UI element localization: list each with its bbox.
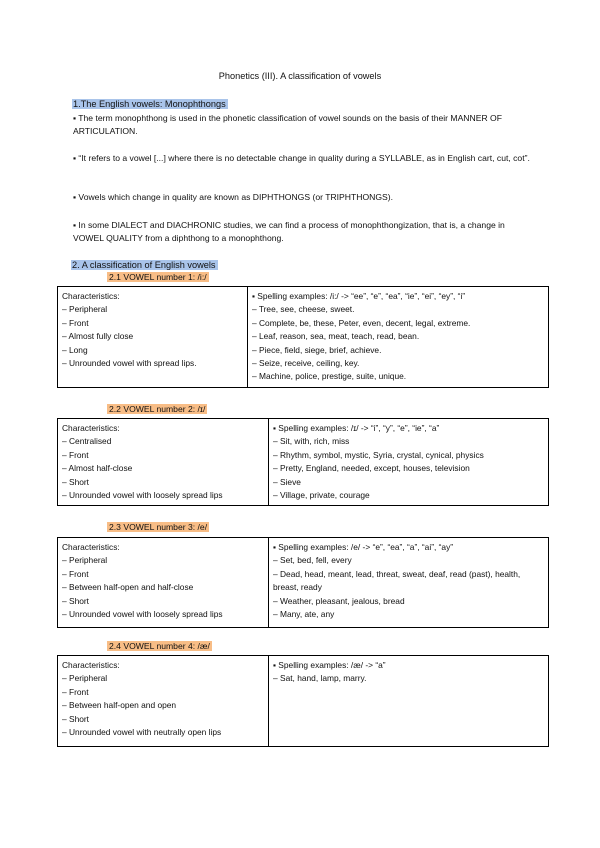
characteristics-line: – Unrounded vowel with spread lips. [62,358,197,369]
characteristics-line: Characteristics: [62,291,120,301]
spelling-line: – Rhythm, symbol, mystic, Syria, crystal, cynical, physics [273,449,484,460]
spelling-line: ▪ Spelling examples: /ɪ/ -> “i”, “y”, “e”, “ie”, “a” [273,423,440,433]
spelling-line: – Dead, head, meant, lead, threat, sweat, deaf, read (past), health, breast, ready [273,568,521,593]
characteristics-line: – Short [62,476,90,487]
vowel-4-spelling [269,656,548,746]
vowel-3-label: 2.3 VOWEL number 3: /e/ [109,522,208,532]
characteristics-line: – Unrounded vowel with neutrally open lips [62,727,222,738]
characteristics-line: – Peripheral [62,673,108,684]
characteristics-line: – Between half-open and half-close [62,582,194,593]
characteristics-line: – Peripheral [62,555,108,566]
spelling-line: – Pretty, England, needed, except, houses, television [273,463,470,474]
vowel-2-label: 2.2 VOWEL number 2: /ɪ/ [109,404,206,414]
characteristics-line: – Short [62,713,90,724]
characteristics-line: – Unrounded vowel with loosely spread lips [62,609,223,620]
spelling-line: – Sit, with, rich, miss [273,436,350,447]
characteristics-line: – Almost fully close [62,331,134,342]
spelling-line: ▪ Spelling examples: /e/ -> “e”, “ea”, “a”, “ai”, “ay” [273,542,454,552]
vowel-2-spelling [269,419,548,505]
characteristics-line: – Centralised [62,436,112,447]
section1-heading: 1.The English vowels: Monophthongs [73,99,226,109]
section2-heading: 2. A classification of English vowels [72,260,216,270]
characteristics-line: Characteristics: [62,542,120,552]
spelling-line: – Machine, police, prestige, suite, unique. [252,371,407,382]
spelling-line: – Tree, see, cheese, sweet. [252,304,355,315]
spelling-line: – Leaf, reason, sea, meat, teach, read, bean. [252,331,420,342]
spelling-line: – Sat, hand, lamp, marry. [273,673,367,684]
characteristics-line: – Almost half-close [62,463,133,474]
vowel-1-label: 2.1 VOWEL number 1: /i:/ [109,272,207,282]
vowel-1-spelling [248,287,548,387]
characteristics-line: Characteristics: [62,423,120,433]
characteristics-line: – Front [62,449,89,460]
spelling-line: – Seize, receive, ceiling, key. [252,358,360,369]
vowel-1-characteristics [58,287,248,387]
characteristics-line: – Front [62,568,89,579]
spelling-line: ▪ Spelling examples: /æ/ -> “a” [273,660,386,670]
vowel-2-characteristics [58,419,269,505]
vowel-2-label-wrap [107,404,207,415]
spelling-line: – Village, private, courage [273,490,370,501]
vowel-4-label-wrap [107,641,212,652]
spelling-line: – Many, ate, any [273,609,335,620]
spelling-line: – Sieve [273,476,301,487]
spelling-line: – Weather, pleasant, jealous, bread [273,595,405,606]
section1-paragraph-2: ▪ “It refers to a vowel [...] where there is no detectable change in quality during a SYLLABLE, as in English cart, cut, cot”. [73,153,530,163]
spelling-line: ▪ Spelling examples: /i:/ -> “ee”, “e”, “ea”, “ie”, “ei”, “ey”, “i” [252,291,466,301]
characteristics-line: – Peripheral [62,304,108,315]
vowel-3-spelling [269,538,548,627]
section1-heading-wrap [72,98,228,110]
vowel-4-table [57,655,549,747]
vowel-4-characteristics [58,656,269,746]
section1-paragraph-3: ▪ Vowels which change in quality are known as DIPHTHONGS (or TRIPHTHONGS). [73,192,394,202]
characteristics-line: – Between half-open and open [62,700,177,711]
spelling-line: – Set, bed, fell, every [273,555,352,566]
page-title: Phonetics (III). A classification of vowels [218,71,382,81]
vowel-1-label-wrap [107,272,209,283]
characteristics-line: – Front [62,686,89,697]
spelling-line: – Complete, be, these, Peter, even, decent, legal, extreme. [252,317,471,328]
characteristics-line: – Unrounded vowel with loosely spread lips [62,490,223,501]
vowel-3-characteristics [58,538,269,627]
section2-heading-wrap [71,259,218,271]
vowel-1-table [57,286,549,388]
characteristics-line: – Front [62,317,89,328]
characteristics-line: – Long [62,344,88,355]
section1-paragraph-4: ▪ In some DIALECT and DIACHRONIC studies, we can find a process of monophthongization, that is, a change in VOWEL QUALITY from a diphthong to a monophthong. [73,220,505,243]
characteristics-line: Characteristics: [62,660,120,670]
spelling-line: – Piece, field, siege, brief, achieve. [252,344,382,355]
vowel-3-label-wrap [107,522,209,533]
section1-paragraph-1: ▪ The term monophthong is used in the phonetic classification of vowel sounds on the basis of their MANNER OF ARTICULATION. [73,113,502,136]
characteristics-line: – Short [62,595,90,606]
vowel-2-table [57,418,549,506]
vowel-3-table [57,537,549,628]
vowel-4-label: 2.4 VOWEL number 4: /æ/ [109,641,210,651]
